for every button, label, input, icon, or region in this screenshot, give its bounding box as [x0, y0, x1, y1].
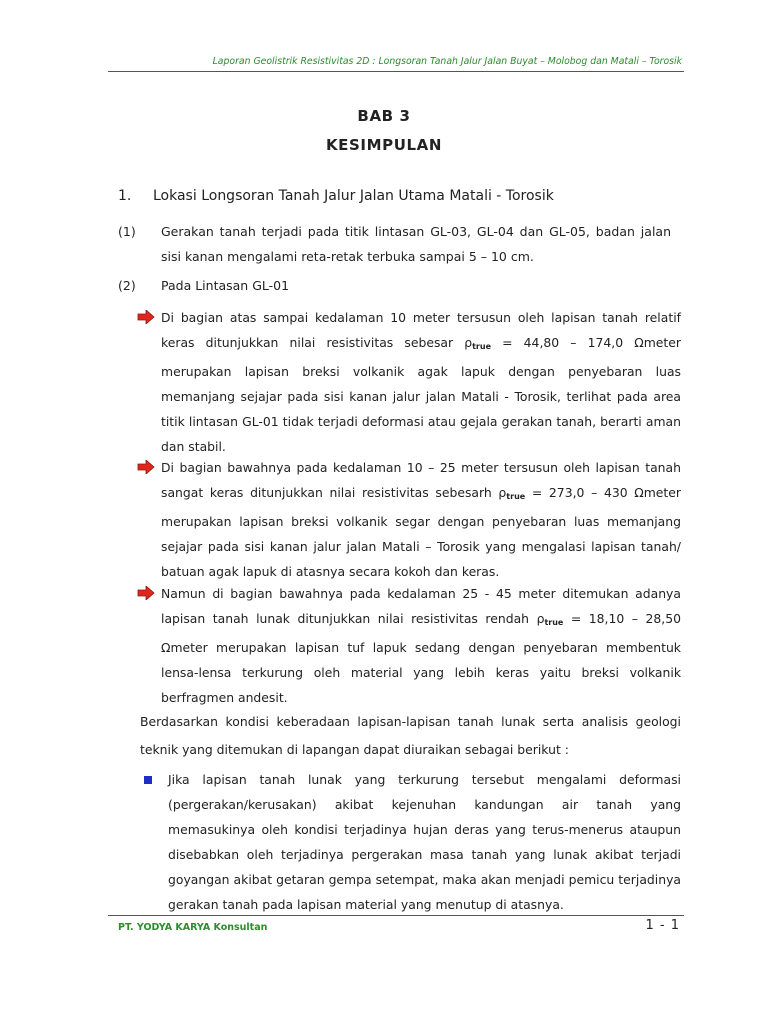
numbered-item — [118, 219, 678, 269]
running-header: Laporan Geolistrik Resistivitas 2D : Longsoran Tanah Jalur Jalan Buyat – Molobog dan Matali – Torosik — [212, 56, 682, 67]
red-arrow-icon — [137, 460, 155, 474]
numbered-item — [118, 273, 678, 298]
rho-subscript: true — [472, 342, 491, 351]
finding-paragraph — [161, 305, 681, 459]
finding-paragraph — [161, 455, 681, 584]
finding-paragraph — [161, 581, 681, 710]
red-arrow-icon — [137, 310, 155, 324]
analysis-intro: Berdasarkan kondisi keberadaan lapisan-lapisan tanah lunak serta analisis geologi teknik yang ditemukan di lapangan dapat diuraikan sebagai berikut : — [140, 714, 681, 757]
item-text: Pada Lintasan GL-01 — [161, 278, 290, 293]
header-rule — [108, 71, 684, 72]
finding-text-end: = 273,0 – 430 Ωmeter merupakan lapisan breksi volkanik segar dengan penyebaran luas memanjang sejajar pada sisi kanan jalur jalan Matali – Torosik yang mengalasi lapisan tanah/ batuan agak lapuk di atasnya secara kokoh dan keras. — [161, 485, 682, 579]
footer-rule — [108, 915, 684, 916]
finding-text-start: Di bagian atas sampai kedalaman 10 meter tersusun oleh lapisan tanah relatif keras ditunjukkan nilai resistivitas sebesar ρ — [161, 310, 681, 350]
blue-square-bullet-icon — [144, 776, 152, 784]
finding-text-end: = 44,80 – 174,0 Ωmeter merupakan lapisan breksi volkanik agak lapuk dengan penyebaran luas memanjang sejajar pada sisi kanan jalur jalan Matali - Torosik, terlihat pada area titik lintasan GL-01 tidak terjadi deformasi atau gejala gerakan tanah, berarti aman dan stabil. — [161, 335, 681, 454]
finding-text-start: Di bagian bawahnya pada kedalaman 10 – 25 meter tersusun oleh lapisan tanah sangat keras ditunjukkan nilai resistivitas sebesarh ρ — [161, 460, 681, 500]
finding-text-end: = 18,10 – 28,50 Ωmeter merupakan lapisan tuf lapuk sedang dengan penyebaran membentuk lensa-lensa terkurung oleh material yang lebih keras yaitu breksi volkanik berfragmen andesit. — [161, 611, 681, 705]
section-number: 1. — [118, 188, 132, 204]
rho-subscript: true — [506, 492, 526, 501]
red-arrow-icon — [137, 586, 155, 600]
rho-subscript: true — [544, 618, 564, 627]
item-number: (2) — [118, 278, 136, 293]
footer-company: PT. YODYA KARYA Konsultan — [118, 922, 268, 933]
bullet-paragraph: Jika lapisan tanah lunak yang terkurung tersebut mengalami deformasi (pergerakan/kerusakan) akibat kejenuhan kandungan air tanah yang memasukinya oleh kondisi terjadinya hujan deras yang terus-menerus ataupun disebabkan oleh terjadinya pergerakan masa tanah yang lunak akibat terjadi goyangan akibat getaran gempa setempat, maka akan menjadi pemicu terjadinya gerakan tanah pada lapisan material yang menutup di atasnya. — [168, 772, 681, 912]
item-text: Gerakan tanah terjadi pada titik lintasan GL-03, GL-04 dan GL-05, badan jalan sisi kanan mengalami reta-retak terbuka sampai 5 – 10 cm. — [161, 224, 671, 264]
page-number: 1 - 1 — [645, 918, 680, 933]
item-number: (1) — [118, 224, 136, 239]
finding-text-start: Namun di bagian bawahnya pada kedalaman 25 - 45 meter ditemukan adanya lapisan tanah lunak ditunjukkan nilai resistivitas rendah ρ — [161, 586, 681, 626]
chapter-number: BAB 3 — [357, 107, 411, 125]
section-title: Lokasi Longsoran Tanah Jalur Jalan Utama Matali - Torosik — [153, 188, 554, 204]
chapter-title: KESIMPULAN — [325, 136, 443, 154]
section-heading — [118, 188, 554, 204]
